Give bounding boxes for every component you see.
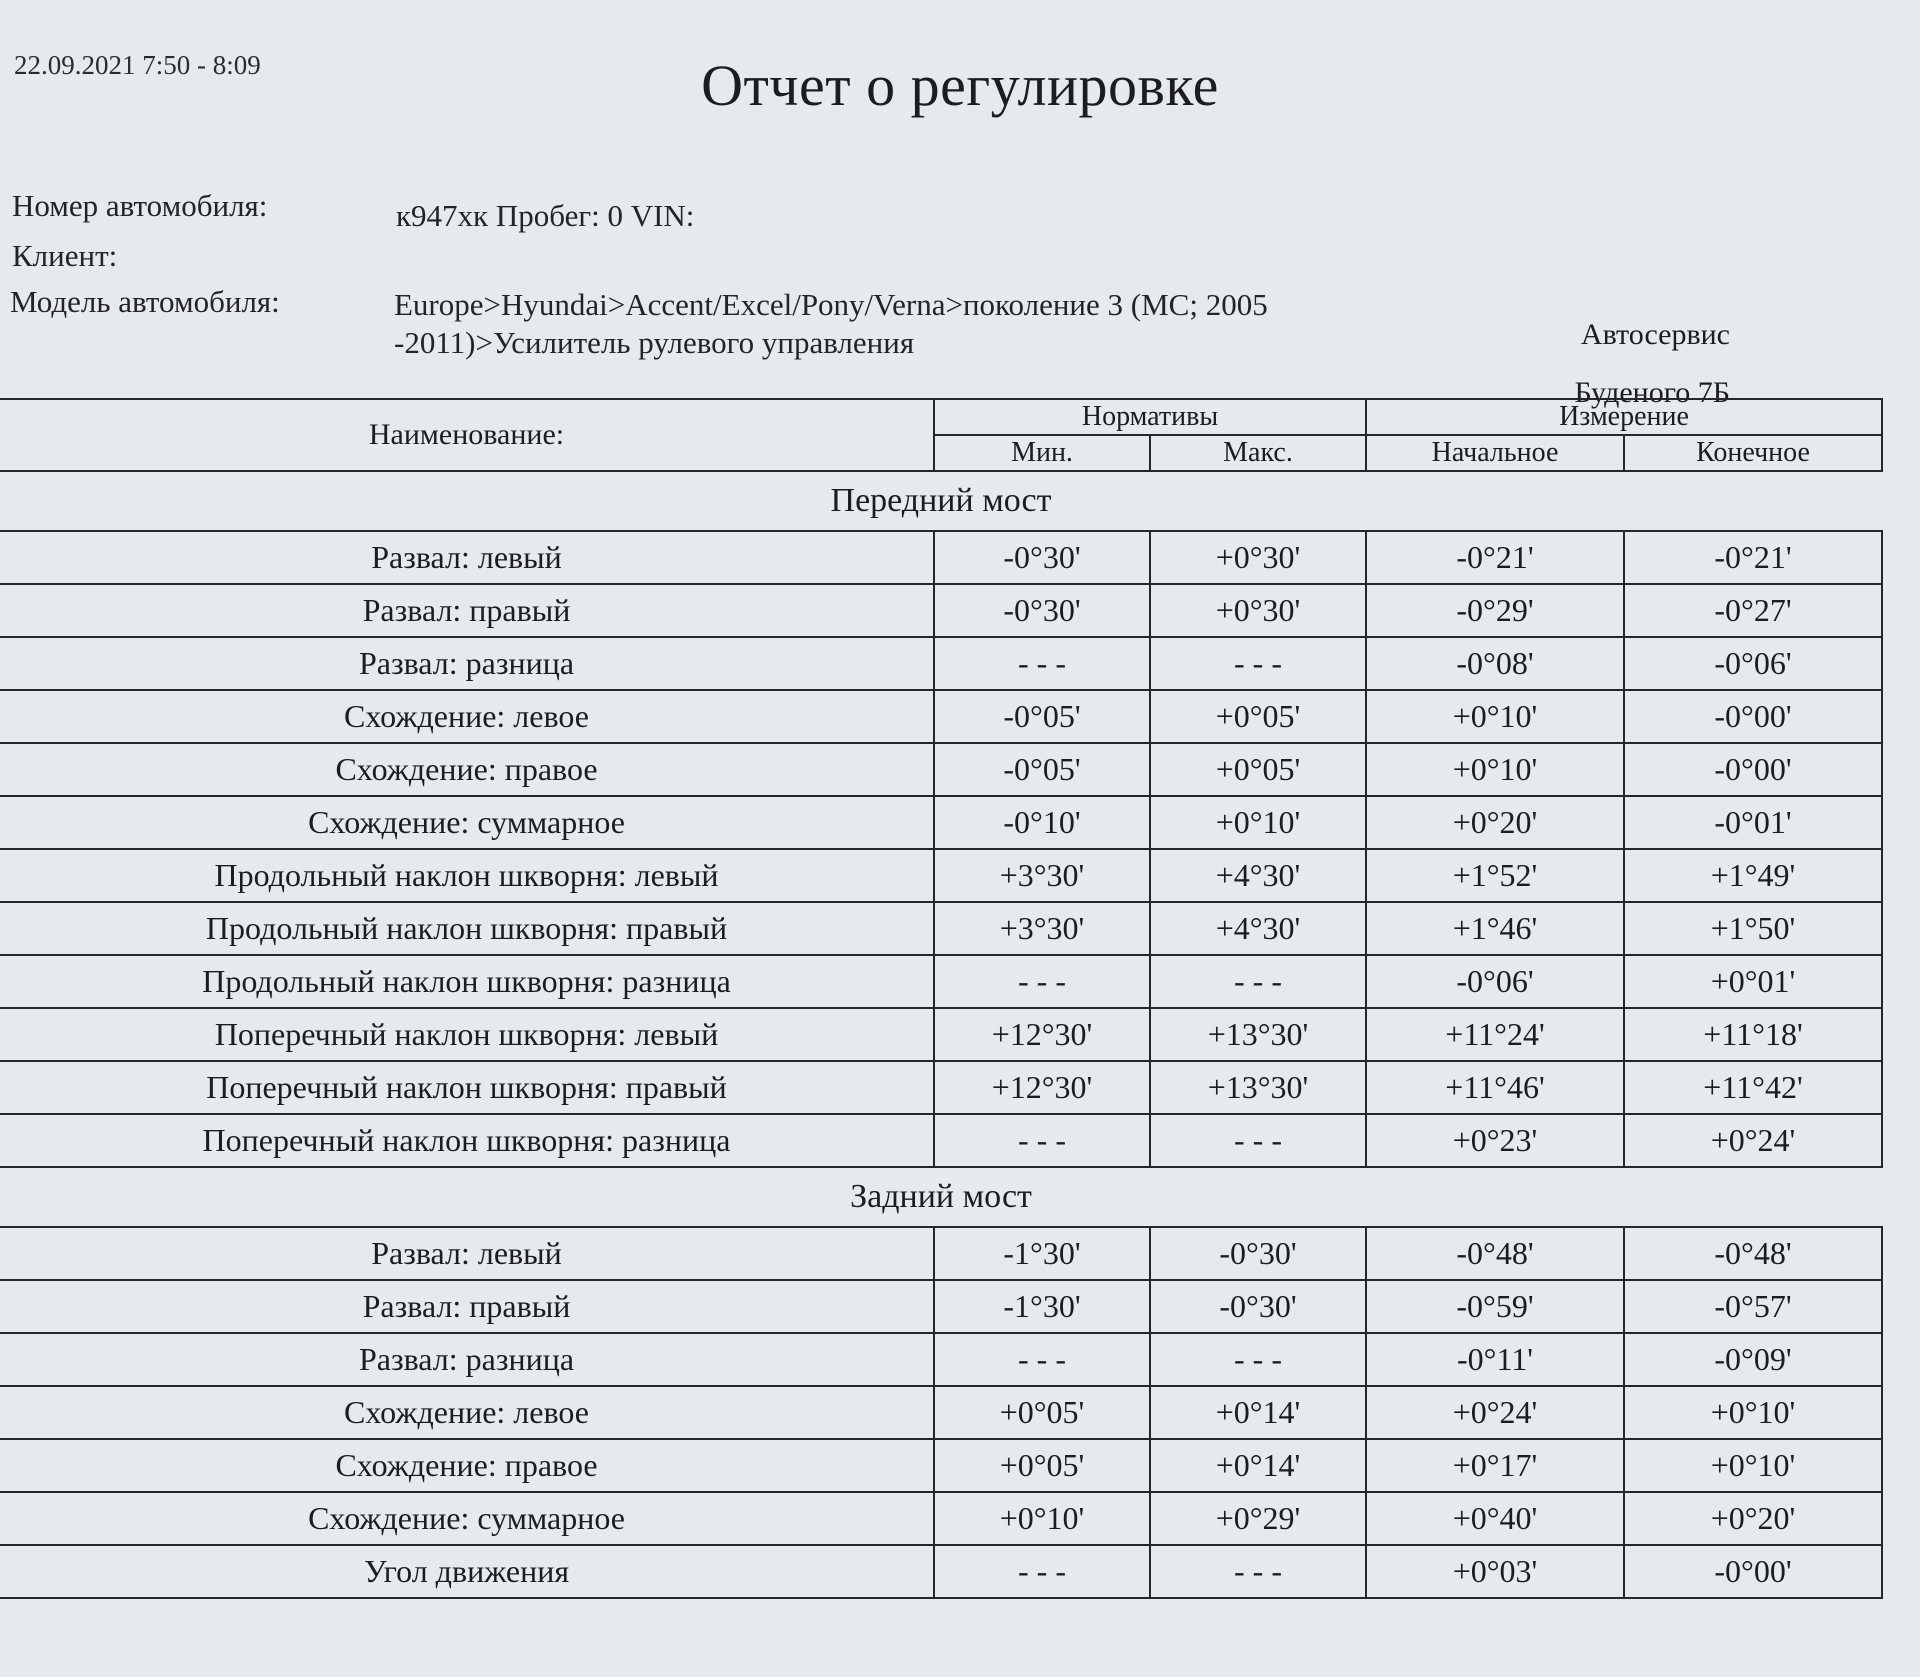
section-title: Передний мост	[0, 471, 1882, 531]
parameter-name: Схождение: правое	[0, 743, 934, 796]
model-value: Europe>Hyundai>Accent/Excel/Pony/Verna>поколение 3 (MC; 2005 -2011)>Усилитель рулевого управления	[394, 287, 1268, 360]
norm-max: +0°30'	[1150, 584, 1366, 637]
table-row	[0, 637, 1882, 690]
norm-min: - - -	[934, 1333, 1150, 1386]
norm-min: +3°30'	[934, 902, 1150, 955]
measure-initial: +1°52'	[1366, 849, 1624, 902]
table-row	[0, 1227, 1882, 1280]
norm-max: - - -	[1150, 1545, 1366, 1598]
parameter-name: Развал: правый	[0, 584, 934, 637]
measure-initial: -0°48'	[1366, 1227, 1624, 1280]
measure-final: -0°48'	[1624, 1227, 1882, 1280]
parameter-name: Поперечный наклон шкворня: правый	[0, 1061, 934, 1114]
norm-min: +0°10'	[934, 1492, 1150, 1545]
norm-max: +0°05'	[1150, 690, 1366, 743]
parameter-name: Продольный наклон шкворня: левый	[0, 849, 934, 902]
plate-label: Номер автомобиля:	[12, 188, 268, 223]
measure-final: +0°10'	[1624, 1386, 1882, 1439]
norm-max: +13°30'	[1150, 1061, 1366, 1114]
measure-final: -0°00'	[1624, 743, 1882, 796]
measure-final: +11°18'	[1624, 1008, 1882, 1061]
parameter-name: Поперечный наклон шкворня: левый	[0, 1008, 934, 1061]
client-label: Клиент:	[12, 238, 118, 273]
table-row	[0, 584, 1882, 637]
model-label: Модель автомобиля:	[10, 284, 280, 319]
norm-min: -0°30'	[934, 584, 1150, 637]
norm-min: +0°05'	[934, 1386, 1150, 1439]
report-title: Отчет о регулировке	[701, 53, 1219, 118]
measure-initial: -0°08'	[1366, 637, 1624, 690]
measure-final: +0°10'	[1624, 1439, 1882, 1492]
measure-final: -0°27'	[1624, 584, 1882, 637]
parameter-name: Схождение: суммарное	[0, 1492, 934, 1545]
header-measure: Измерение	[1366, 399, 1882, 435]
report-datetime: 22.09.2021 7:50 - 8:09	[14, 50, 261, 80]
measure-initial: +0°10'	[1366, 743, 1624, 796]
table-row	[0, 1061, 1882, 1114]
table-row	[0, 1492, 1882, 1545]
table-row	[0, 1333, 1882, 1386]
parameter-name: Развал: правый	[0, 1280, 934, 1333]
table-row	[0, 1008, 1882, 1061]
measure-final: -0°01'	[1624, 796, 1882, 849]
parameter-name: Продольный наклон шкворня: разница	[0, 955, 934, 1008]
table-row	[0, 1114, 1882, 1167]
norm-max: +0°14'	[1150, 1386, 1366, 1439]
alignment-table	[0, 398, 1883, 1599]
measure-initial: +0°40'	[1366, 1492, 1624, 1545]
section-row	[0, 1167, 1882, 1227]
measure-initial: +0°03'	[1366, 1545, 1624, 1598]
measure-initial: +0°10'	[1366, 690, 1624, 743]
norm-max: +4°30'	[1150, 849, 1366, 902]
norm-max: +0°14'	[1150, 1439, 1366, 1492]
norm-min: - - -	[934, 955, 1150, 1008]
parameter-name: Схождение: суммарное	[0, 796, 934, 849]
norm-min: +12°30'	[934, 1061, 1150, 1114]
measure-initial: +11°46'	[1366, 1061, 1624, 1114]
measure-final: -0°06'	[1624, 637, 1882, 690]
norm-min: - - -	[934, 637, 1150, 690]
header-norms: Нормативы	[934, 399, 1366, 435]
norm-min: -0°05'	[934, 743, 1150, 796]
measure-initial: -0°59'	[1366, 1280, 1624, 1333]
table-body	[0, 471, 1882, 1598]
measure-final: -0°00'	[1624, 1545, 1882, 1598]
table-row	[0, 902, 1882, 955]
measure-final: +1°50'	[1624, 902, 1882, 955]
table-row	[0, 1386, 1882, 1439]
measure-initial: -0°29'	[1366, 584, 1624, 637]
norm-max: - - -	[1150, 1114, 1366, 1167]
table-row	[0, 743, 1882, 796]
norm-min: -1°30'	[934, 1227, 1150, 1280]
norm-max: +0°10'	[1150, 796, 1366, 849]
plate-value: к947хк Пробег: 0 VIN:	[396, 198, 695, 233]
measure-final: +0°20'	[1624, 1492, 1882, 1545]
measure-final: +11°42'	[1624, 1061, 1882, 1114]
norm-max: +13°30'	[1150, 1008, 1366, 1061]
measure-initial: +1°46'	[1366, 902, 1624, 955]
norm-min: - - -	[934, 1114, 1150, 1167]
parameter-name: Развал: разница	[0, 1333, 934, 1386]
measure-initial: -0°11'	[1366, 1333, 1624, 1386]
norm-max: -0°30'	[1150, 1280, 1366, 1333]
parameter-name: Схождение: правое	[0, 1439, 934, 1492]
section-title: Задний мост	[0, 1167, 1882, 1227]
table-row	[0, 1545, 1882, 1598]
norm-max: - - -	[1150, 955, 1366, 1008]
measure-final: -0°00'	[1624, 690, 1882, 743]
parameter-name: Схождение: левое	[0, 690, 934, 743]
norm-max: -0°30'	[1150, 1227, 1366, 1280]
section-row	[0, 471, 1882, 531]
parameter-name: Развал: разница	[0, 637, 934, 690]
parameter-name: Угол движения	[0, 1545, 934, 1598]
norm-min: -0°10'	[934, 796, 1150, 849]
table-row	[0, 849, 1882, 902]
norm-min: -0°30'	[934, 531, 1150, 584]
measure-final: -0°57'	[1624, 1280, 1882, 1333]
parameter-name: Развал: левый	[0, 1227, 934, 1280]
measure-initial: -0°06'	[1366, 955, 1624, 1008]
norm-max: +0°30'	[1150, 531, 1366, 584]
norm-min: +12°30'	[934, 1008, 1150, 1061]
norm-max: +0°29'	[1150, 1492, 1366, 1545]
measure-final: +0°24'	[1624, 1114, 1882, 1167]
table-row	[0, 1439, 1882, 1492]
table-row	[0, 1280, 1882, 1333]
header-name: Наименование:	[0, 399, 934, 471]
norm-min: -1°30'	[934, 1280, 1150, 1333]
measure-initial: +0°24'	[1366, 1386, 1624, 1439]
norm-min: +3°30'	[934, 849, 1150, 902]
header-initial: Начальное	[1366, 435, 1624, 471]
norm-max: - - -	[1150, 637, 1366, 690]
measure-final: +0°01'	[1624, 955, 1882, 1008]
service-address: Буденого 7Б	[1574, 376, 1730, 409]
norm-max: - - -	[1150, 1333, 1366, 1386]
measure-initial: +0°17'	[1366, 1439, 1624, 1492]
measure-initial: -0°21'	[1366, 531, 1624, 584]
service-name: Автосервис	[1580, 318, 1730, 351]
parameter-name: Продольный наклон шкворня: правый	[0, 902, 934, 955]
norm-min: -0°05'	[934, 690, 1150, 743]
norm-min: - - -	[934, 1545, 1150, 1598]
table-row	[0, 955, 1882, 1008]
parameter-name: Развал: левый	[0, 531, 934, 584]
table-row	[0, 531, 1882, 584]
parameter-name: Поперечный наклон шкворня: разница	[0, 1114, 934, 1167]
norm-max: +0°05'	[1150, 743, 1366, 796]
measure-initial: +0°20'	[1366, 796, 1624, 849]
header-min: Мин.	[934, 435, 1150, 471]
measure-initial: +0°23'	[1366, 1114, 1624, 1167]
norm-max: +4°30'	[1150, 902, 1366, 955]
measure-final: -0°21'	[1624, 531, 1882, 584]
parameter-name: Схождение: левое	[0, 1386, 934, 1439]
table-row	[0, 690, 1882, 743]
header-max: Макс.	[1150, 435, 1366, 471]
table-row	[0, 796, 1882, 849]
header-final: Конечное	[1624, 435, 1882, 471]
measure-initial: +11°24'	[1366, 1008, 1624, 1061]
measure-final: +1°49'	[1624, 849, 1882, 902]
norm-min: +0°05'	[934, 1439, 1150, 1492]
measure-final: -0°09'	[1624, 1333, 1882, 1386]
